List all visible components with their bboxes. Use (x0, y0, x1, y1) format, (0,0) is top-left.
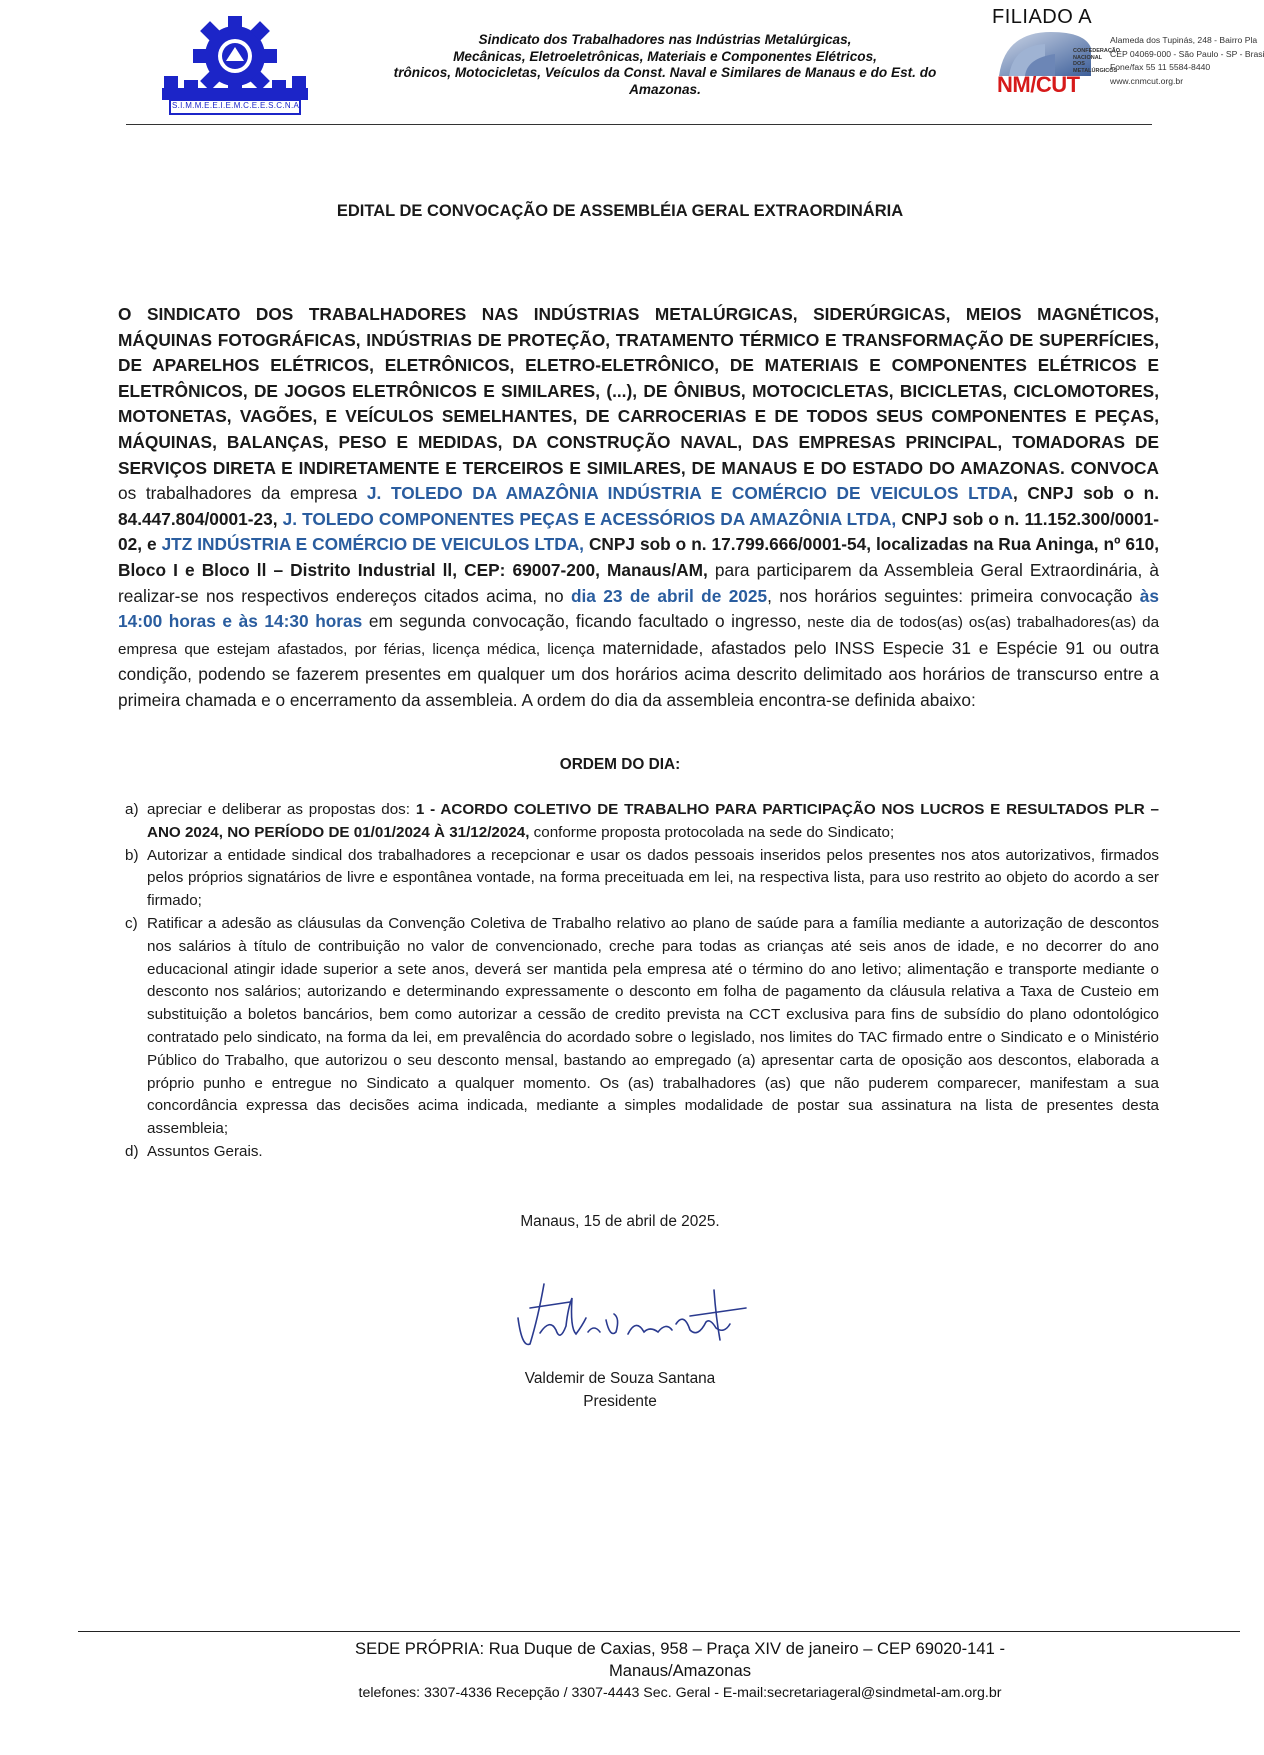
company-name: JTZ INDÚSTRIA E COMÉRCIO DE VEICULOS LTDA, (161, 534, 584, 555)
cut-address (1110, 34, 1264, 88)
company-cnpj: , CNPJ sob o n. 84.447.804/0001-23, (118, 483, 1159, 529)
paragraph-text: neste dia de todos(as) os(as) trabalhadores(as) da empresa que estejam afastados, por férias, licença médica, licença (118, 614, 1160, 658)
agenda-item-text: Autorizar a entidade sindical dos trabalhadores a recepcionar e usar os dados pessoais inseridos pelos presentes nos atos autorizativos, firmados pelos próprios signatários de livre e espontânea vontade, na forma preceituada em lei, na respectiva lista, para uso restrito ao objeto do acordo a ser firmado; (147, 846, 1159, 910)
agenda-item-text: Ratificar a adesão as cláusulas da Convenção Coletiva de Trabalho relativo ao plano de saúde para a família mediante a autorização de descontos nos salários à título de contribuição no valor de convencionado, creche para todas as crianças até seis anos de idade, e no decorrer do ano educacional atingir idade superior a sete anos, deverá ser mantida pela empresa até o término do ano letivo; alimentação e transporte mediante o desconto nos salários; autorizando e determinando expressamente o desconto em folha de pagamento da cláusula relativa a Taxa de Custeio em substituição a boletos bancários, bem como autorizar a cessão de credito prevista na CCT exclusiva para fins de subsídio do plano odontológico contratado pelo sindicato, na forma da lei, em prevalência do acordado sobre o legislado, nos limites do TAC firmado entre o Sindicato e o Ministério Público do Trabalho, que autorizou o seu desconto mensal, bastando ao empregado (a) apresentar carta de oposição aos descontos, elaborada a próprio punho e entregue no Sindicato a qualquer momento. Os (as) trabalhadores (as) que não puderem comparecer, manifestam a sua concordância expressa das decisões acima indicada, mediante a simples modalidade de postar sua assinatura na lista de presentes desta assembleia; (147, 914, 1159, 1138)
paragraph-text: , nos horários seguintes: primeira convocação (767, 585, 1140, 606)
agenda-item-bold-text: 1 - ACORDO COLETIVO DE TRABALHO PARA PARTICIPAÇÃO NOS LUCROS E RESULTADOS PLR – ANO 2024, NO PERÍODO DE 01/01/2024 À 31/12/2024, (147, 801, 1159, 841)
agenda-item-label: c) (125, 914, 138, 932)
cnm-cut-logo (995, 26, 1121, 97)
agenda-item-text: apreciar e deliberar as propostas dos: (147, 801, 416, 818)
paragraph-text: maternidade, afastados pelo INSS Especie 31 e Espécie 91 ou outra condição, podendo se fazerem presentes em qualquer um dos horários acima descrito delimitado aos horários de transcurso entre a primeira chamada e o encerramento da assembleia. A ordem do dia da assembleia encontra-se definida abaixo: (118, 637, 1159, 710)
agenda-item-label: a) (125, 801, 139, 818)
agenda-item (125, 799, 1159, 845)
header-divider (126, 124, 1152, 125)
cut-address-line: www.cnmcut.org.br (1110, 75, 1184, 86)
convocation-paragraph (118, 302, 1159, 714)
paragraph-text: em segunda convocação, ficando facultado o ingresso, (362, 611, 802, 632)
union-name-line: trônicos, Motocicletas, Veículos da Const. Naval e Similares de Manaus e do Est. do (393, 65, 937, 80)
meeting-times: às 14:00 horas e às 14:30 horas (118, 585, 1159, 632)
cut-address-line: Fone/fax 55 11 5584-8440 (1110, 62, 1211, 73)
handwritten-signature (510, 1278, 770, 1358)
footer (160, 1638, 1200, 1704)
union-name-line: Mecânicas, Eletroeletrônicas, Materiais e Componentes Elétricos, (453, 48, 877, 64)
signer-name: Valdemir de Souza Santana (524, 1370, 716, 1387)
footer-divider (78, 1631, 1240, 1632)
union-name-line: Sindicato dos Trabalhadores nas Indústrias Metalúrgicas, (478, 32, 852, 47)
agenda-list (125, 799, 1159, 1164)
meeting-date: dia 23 de abril de 2025 (570, 585, 768, 606)
company-name: J. TOLEDO COMPONENTES PEÇAS E ACESSÓRIOS DA AMAZÔNIA LTDA, (282, 508, 897, 529)
agenda-item-text: conforme proposta protocolada na sede do Sindicato; (529, 823, 895, 841)
cut-logo-text: NM/CUT (997, 72, 1080, 97)
company-cnpj: CNPJ sob o n. 11.152.300/0001-02, e (118, 508, 1159, 555)
agenda-item (125, 1141, 1159, 1164)
affiliation-label: FILIADO A (992, 6, 1093, 28)
union-full-name: O SINDICATO DOS TRABALHADORES NAS INDÚSTRIAS METALÚRGICAS, SIDERÚRGICAS, MEIOS MAGNÉTICOS, MÁQUINAS FOTOGRÁFICAS, INDÚSTRIAS DE PROTEÇÃO, TRATAMENTO TÉRMICO E TRANSFORMAÇÃO DE SUPERFÍCIES, DE APARELHOS ELÉTRICOS, ELETRÔNICOS, ELETRO-ELETRÔNICO, DE MATERIAIS E COMPONENTES ELÉTRICOS E ELETRÔNICOS, DE JOGOS ELETRÔNICOS E SIMILARES, (...), DE ÔNIBUS, MOTOCICLETAS, BICICLETAS, CICLOMOTORES, MOTONETAS, VAGÕES, E VEÍCULOS SEMELHANTES, DE CARROCERIAS E DE TODOS SEUS COMPONENTES E PEÇAS, MÁQUINAS, BALANÇAS, PESO E MEDIDAS, DA CONSTRUÇÃO NAVAL, DAS EMPRESAS PRINCIPAL, TOMADORAS DE SERVIÇOS DIRETA E INDIRETAMENTE E TERCEIROS E SIMILARES, DE MANAUS E DO ESTADO DO AMAZONAS. CONVOCA (118, 304, 1159, 478)
agenda-item-text: Assuntos Gerais. (147, 1142, 263, 1160)
agenda-item (125, 913, 1159, 1141)
signer-role: Presidente (583, 1393, 657, 1410)
paragraph-text: os trabalhadores da empresa (118, 483, 367, 504)
footer-city: Manaus/Amazonas (608, 1661, 752, 1680)
place-date: Manaus, 15 de abril de 2025. (520, 1213, 720, 1230)
agenda-item (125, 845, 1159, 913)
signer-block (420, 1367, 820, 1413)
paragraph-text: para participarem da Assembleia Geral Extraordinária, à realizar-se nos respectivos endereços citados acima, no (118, 559, 1159, 606)
footer-contacts: telefones: 3307-4336 Recepção / 3307-4443 Sec. Geral - E-mail:secretariageral@sindmetal-am.org.br (358, 1685, 1002, 1701)
cut-address-line: Alameda dos Tupinás, 248 - Bairro Pla (1110, 35, 1258, 45)
cut-logo-small-text: CONFEDERAÇÃO NACIONAL DOS METALÚRGICOS (1073, 48, 1121, 74)
company-address: CNPJ sob o n. 17.799.666/0001-54, localizadas na Rua Aninga, nº 610, Bloco I e Bloco ll – Distrito Industrial ll, CEP: 69007-200, Manaus/AM, (118, 534, 1160, 580)
footer-address: SEDE PRÓPRIA: Rua Duque de Caxias, 958 – Praça XIV de janeiro – CEP 69020-141 - (355, 1639, 1005, 1658)
logo-acronym: S.I.M.M.E.E.I.E.M.C.E.E.S.C.N.A (172, 101, 300, 110)
agenda-item-label: b) (125, 846, 139, 864)
union-name (355, 32, 975, 98)
document-title: EDITAL DE CONVOCAÇÃO DE ASSEMBLÉIA GERAL EXTRAORDINÁRIA (336, 202, 904, 220)
union-name-line: Amazonas. (629, 81, 701, 97)
company-name: J. TOLEDO DA AMAZÔNIA INDÚSTRIA E COMÉRCIO DE VEICULOS LTDA (366, 483, 1013, 504)
agenda-title: ORDEM DO DIA: (559, 756, 681, 773)
union-logo (160, 14, 310, 118)
cut-address-line: CEP 04069-000 - São Paulo - SP - Brasi (1110, 48, 1264, 59)
agenda-item-label: d) (125, 1142, 139, 1160)
